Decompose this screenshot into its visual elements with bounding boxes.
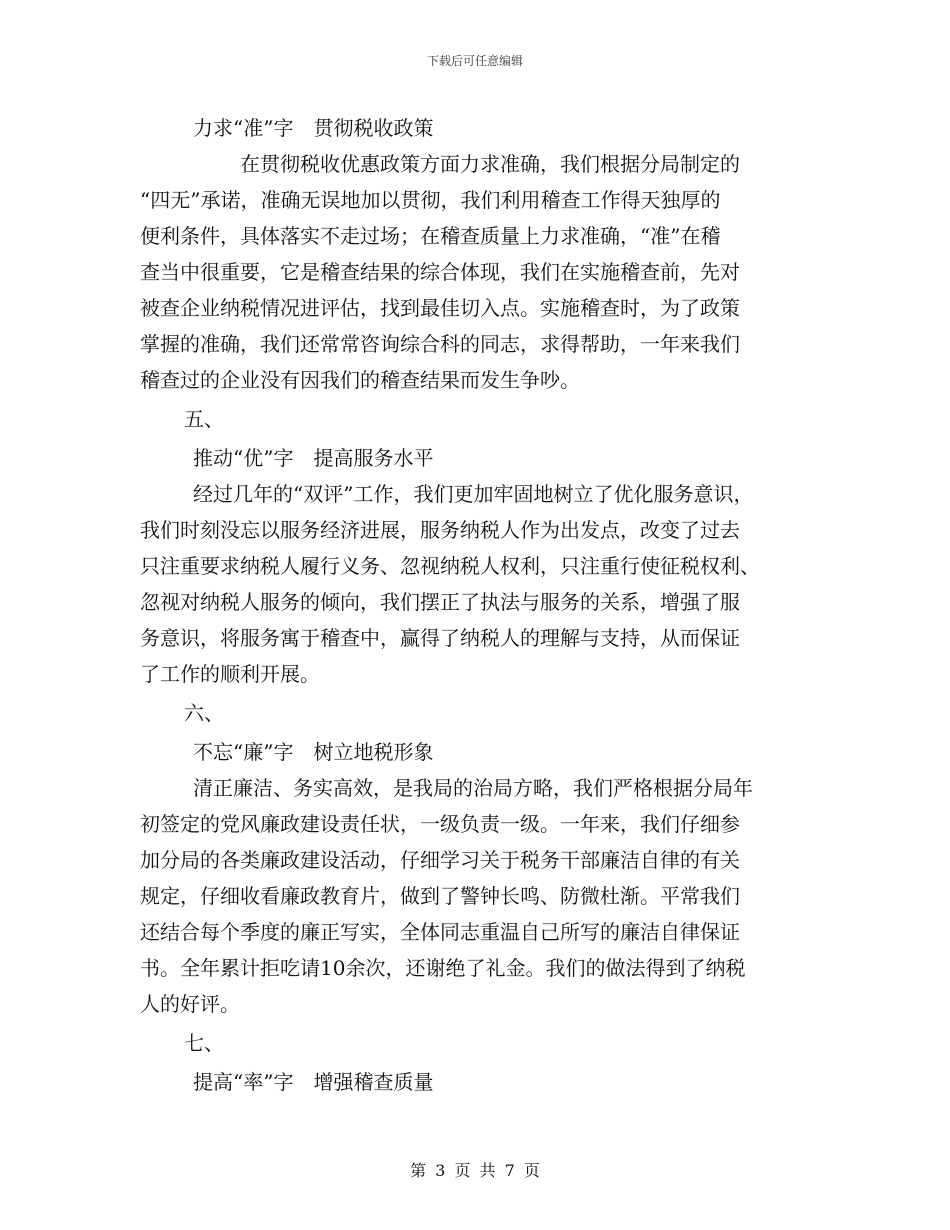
paragraph-line: 经过几年的“双评”工作，我们更加牢固地树立了优化服务意识，: [193, 482, 754, 506]
section-heading: 推动“优”字 提高服务水平: [193, 446, 434, 470]
paragraph-line: 在贯彻税收优惠政策方面力求准确，我们根据分局制定的: [240, 152, 740, 176]
paragraph-line: 忽视对纳税人服务的倾向，我们摆正了执法与服务的关系，增强了服: [140, 590, 740, 614]
paragraph-line: 稽查过的企业没有因我们的稽查结果而发生争吵。: [140, 368, 580, 392]
section-heading: 提高“率”字 增强稽查质量: [193, 1070, 434, 1094]
paragraph-line: 了工作的顺利开展。: [140, 662, 320, 686]
page-header-note: 下载后可任意编辑: [426, 54, 523, 68]
paragraph-line: 规定，仔细收看廉政教育片，做到了警钟长鸣、防微杜渐。平常我们: [140, 884, 740, 908]
paragraph-line: 只注重要求纳税人履行义务、忽视纳税人权利，只注重行使征税权利、: [140, 554, 760, 578]
paragraph-line: 初签定的党风廉政建设责任状，一级负责一级。一年来，我们仔细参: [140, 812, 740, 836]
section-number: 七、: [184, 1031, 224, 1055]
paragraph-line: 务意识，将服务寓于稽查中，赢得了纳税人的理解与支持，从而保证: [140, 626, 740, 650]
paragraph-line: “四无”承诺，准确无误地加以贯彻，我们利用稽查工作得天独厚的: [140, 188, 721, 212]
paragraph-line: 掌握的准确，我们还常常咨询综合科的同志，求得帮助，一年来我们: [140, 332, 740, 356]
paragraph-line: 被查企业纳税情况进评估，找到最佳切入点。实施稽查时，为了政策: [140, 296, 740, 320]
paragraph-line: 我们时刻没忘以服务经济进展，服务纳税人作为出发点，改变了过去: [140, 518, 740, 542]
page-number-footer: 第 3 页 共 7 页: [410, 1161, 540, 1180]
paragraph-line: 查当中很重要，它是稽查结果的综合体现，我们在实施稽查前，先对: [140, 260, 740, 284]
paragraph-line: 书。全年累计拒吃请10余次，还谢绝了礼金。我们的做法得到了纳税: [140, 956, 746, 980]
paragraph-line: 加分局的各类廉政建设活动，仔细学习关于税务干部廉洁自律的有关: [140, 848, 740, 872]
section-number: 六、: [184, 701, 224, 725]
paragraph-line: 还结合每个季度的廉正写实，全体同志重温自己所写的廉洁自律保证: [140, 920, 740, 944]
paragraph-line: 人的好评。: [140, 992, 240, 1016]
paragraph-line: 便利条件，具体落实不走过场；在稽查质量上力求准确，“准”在稽: [140, 224, 721, 248]
section-heading: 力求“准”字 贯彻税收政策: [193, 116, 434, 140]
section-number: 五、: [184, 407, 224, 431]
paragraph-line: 清正廉洁、务实高效，是我局的治局方略，我们严格根据分局年: [193, 776, 753, 800]
section-heading: 不忘“廉”字 树立地税形象: [193, 740, 434, 764]
